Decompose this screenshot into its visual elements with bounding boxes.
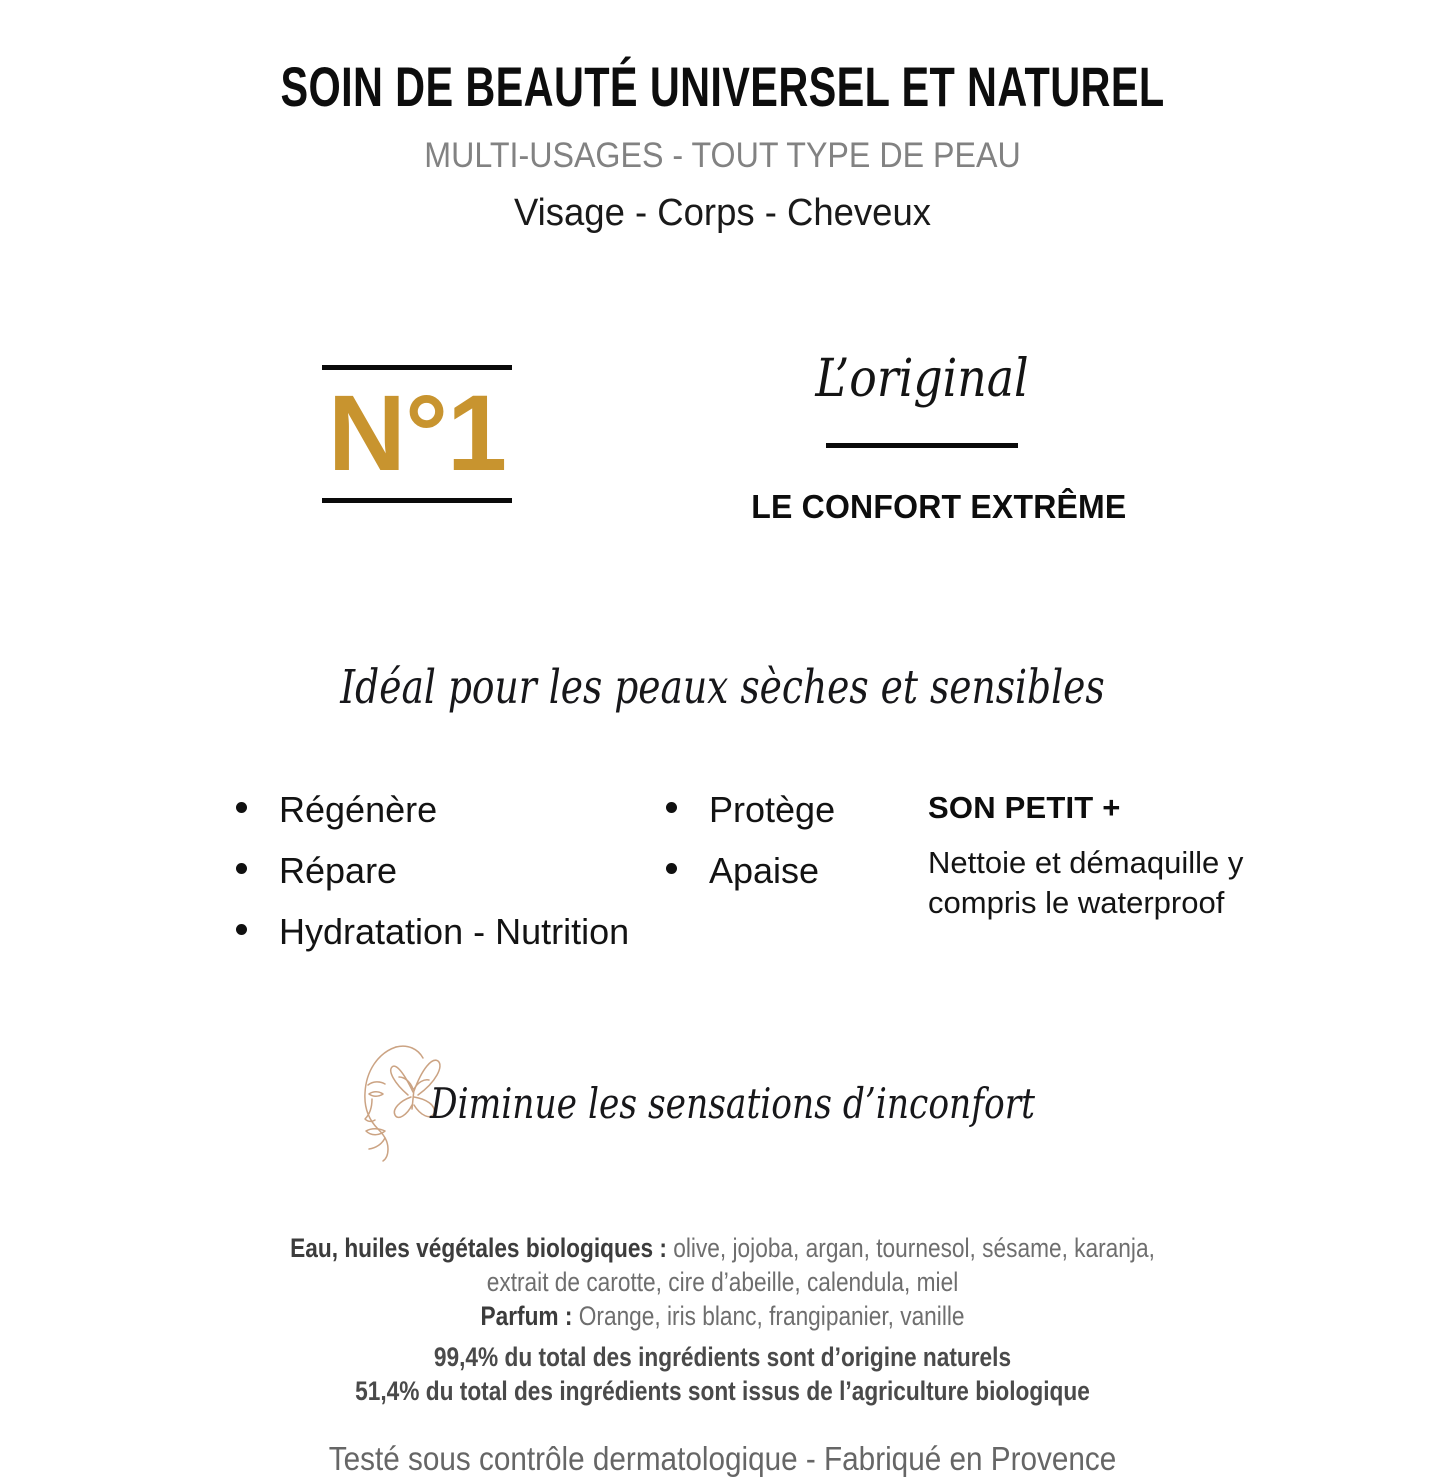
bullet-dot-icon: [236, 863, 247, 874]
ingredients-line-2: extrait de carotte, cire d’abeille, calendula, miel: [486, 1267, 959, 1298]
list-item: [236, 779, 629, 840]
extra-benefit-line-2: compris le waterproof: [928, 885, 1225, 921]
list-item: [666, 840, 835, 901]
comfort-statement-text: Diminue les sensations d’inconfort: [430, 1079, 1036, 1129]
skin-type-tagline: Idéal pour les peaux sèches et sensibles: [340, 660, 1105, 716]
original-block: [746, 347, 1127, 526]
ingredients-line-1: [116, 1231, 1330, 1265]
bullet-dot-icon: [666, 802, 677, 813]
header: [0, 0, 1445, 235]
benefit-label: Protège: [709, 789, 836, 831]
benefit-label: Hydratation - Nutrition: [279, 911, 630, 953]
list-item: [666, 779, 835, 840]
ingredients-line-3: [116, 1299, 1330, 1333]
number-one-badge: [322, 365, 512, 503]
footer-note: Testé sous contrôle dermatologique - Fabriqué en Provence: [328, 1440, 1117, 1478]
ingredients-value-base: olive, jojoba, argan, tournesol, sésame, karanja,: [666, 1233, 1155, 1264]
original-divider: [826, 443, 1018, 448]
list-item: [236, 840, 629, 901]
original-script-text: L’original: [815, 349, 1029, 410]
ingredients-label-parfum: Parfum :: [480, 1301, 573, 1332]
bullet-dot-icon: [666, 863, 677, 874]
ingredients-label-base: Eau, huiles végétales biologiques :: [290, 1233, 667, 1264]
benefit-label: Apaise: [709, 850, 820, 892]
ingredients-value-parfum: Orange, iris blanc, frangipanier, vanille: [572, 1301, 965, 1332]
benefit-label: Répare: [279, 850, 398, 892]
bullet-dot-icon: [236, 924, 247, 935]
page-title: SOIN DE BEAUTÉ UNIVERSEL ET NATUREL: [280, 55, 1165, 118]
benefits-column-left: [236, 779, 629, 962]
ingredients-section: [0, 1231, 1445, 1408]
list-item: [236, 901, 629, 962]
badge-row: [0, 347, 1445, 567]
natural-origin-claim: 99,4% du total des ingrédients sont d’origine naturels: [433, 1342, 1012, 1373]
comfort-claim: LE CONFORT EXTRÊME: [751, 488, 1127, 526]
benefits-section: [0, 779, 1445, 969]
extra-benefit-line-1: Nettoie et démaquille y: [928, 845, 1244, 881]
comfort-statement-row: [0, 1043, 1445, 1173]
bullet-dot-icon: [236, 802, 247, 813]
extra-benefit-callout: [928, 785, 1288, 923]
badge-rule-bottom: [322, 498, 512, 503]
extra-benefit-body: [928, 843, 1288, 923]
benefits-column-middle: [666, 779, 835, 901]
organic-claim: 51,4% du total des ingrédients sont issus de l’agriculture biologique: [355, 1376, 1090, 1407]
badge-number: N°1: [327, 372, 507, 494]
header-usage-areas: Visage - Corps - Cheveux: [513, 192, 931, 235]
benefit-label: Régénère: [279, 789, 438, 831]
header-subtitle: MULTI-USAGES - TOUT TYPE DE PEAU: [424, 135, 1021, 175]
extra-benefit-title: SON PETIT +: [928, 790, 1121, 826]
